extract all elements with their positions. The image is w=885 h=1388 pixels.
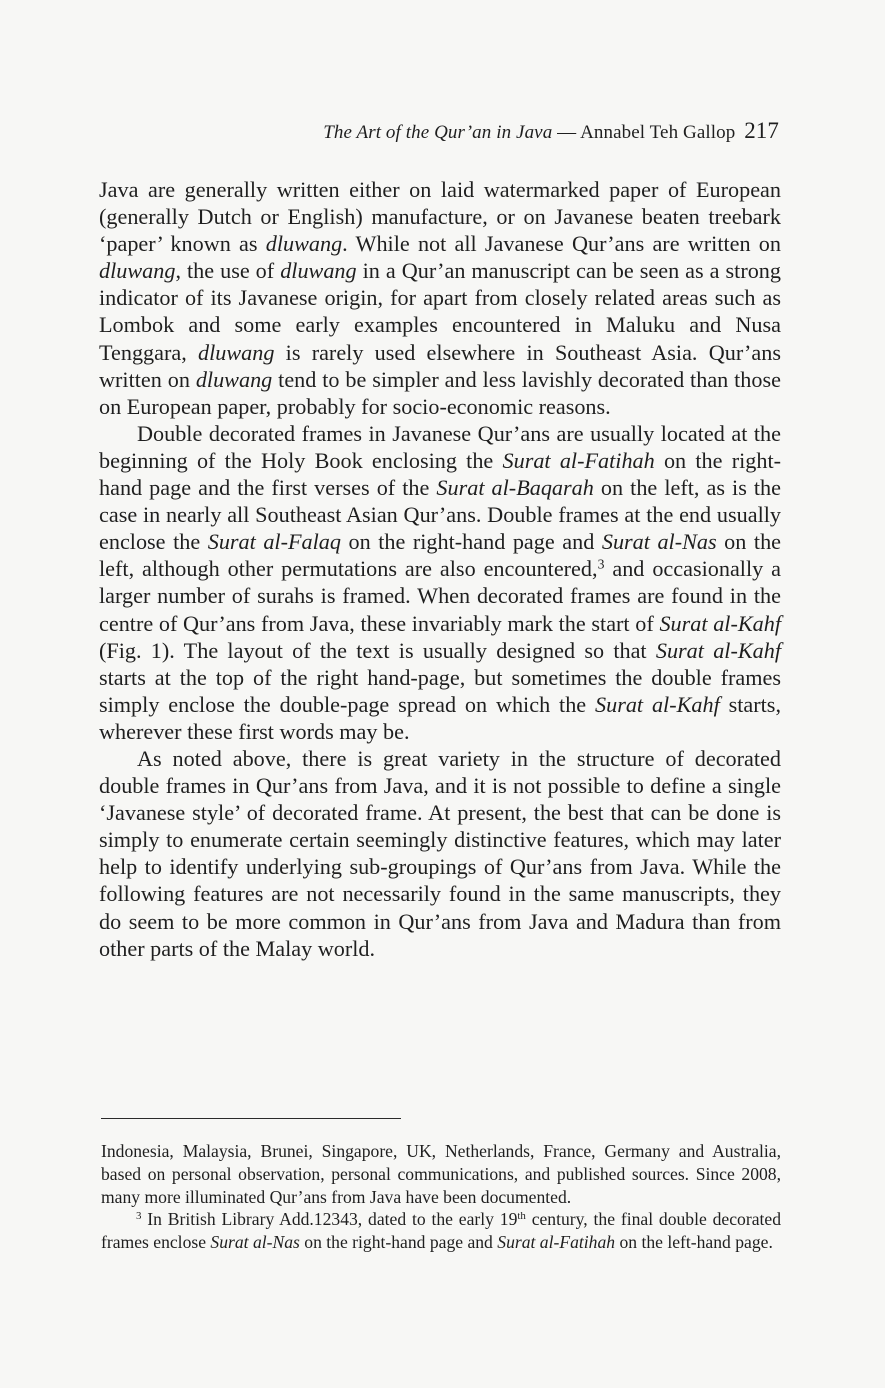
text-run: . While not all Javanese Qur’ans are written on bbox=[342, 231, 781, 257]
text-run: , the use of bbox=[175, 258, 281, 284]
text-run: In British Library Add.12343, dated to the early 19 bbox=[141, 1209, 518, 1230]
ordinal-suffix: th bbox=[517, 1210, 526, 1223]
footnote-ref-3: 3 bbox=[597, 556, 605, 572]
text-run: starts, wherever these first words may be. bbox=[99, 691, 781, 744]
text-run: century, the final double decorated frames enclose bbox=[101, 1209, 782, 1253]
italic-term: Surat al-Nas bbox=[210, 1232, 300, 1253]
text-run: (Fig. 1). The layout of the text is usually designed so that bbox=[99, 637, 656, 663]
text-run: on the left, although other permutations are also encountered, bbox=[99, 529, 782, 582]
text-run: Double decorated frames in Javanese Qur’ans are usually located at the beginning of the Holy Book enclosing the bbox=[99, 420, 781, 473]
text-run: in a Qur’an manuscript can be seen as a strong indicator of its Javanese origin, for apart from closely related areas such as Lombok and some early examples encountered in Maluku and Nusa Tenggara, bbox=[99, 258, 781, 365]
body-text bbox=[99, 176, 781, 962]
text-run: on the left, as is the case in nearly all Southeast Asian Qur’ans. Double frames at the end usually enclose the bbox=[99, 475, 782, 555]
text-run: on the right-hand page and bbox=[299, 1232, 498, 1253]
footnote-number: 3 bbox=[136, 1210, 142, 1223]
italic-term: dluwang bbox=[99, 258, 176, 284]
italic-term: dluwang bbox=[265, 231, 343, 257]
running-author: Annabel Teh Gallop bbox=[580, 122, 736, 143]
paragraph-3: As noted above, there is great variety in the structure of decorated double frames in Qur’ans from Java, and it is not possible to define a single ‘Javanese style’ of decorated frame. At present, the best that can be done is simply to enumerate certain seemingly distinctive features, which may later help to identify underlying sub-groupings of Qur’ans from Java. While the following features are not necessarily found in the same manuscripts, they do seem to be more common in Qur’ans from Java and Madura than from other parts of the Malay world. bbox=[99, 745, 781, 961]
paragraph-2 bbox=[99, 420, 781, 745]
footnotes bbox=[101, 1140, 781, 1254]
italic-term: Surat al-Baqarah bbox=[436, 475, 594, 501]
text-run: Java are generally written either on laid watermarked paper of European (generally Dutch or English) manufacture, or on Javanese beaten treebark ‘paper’ known as bbox=[99, 177, 781, 257]
text-run: and occasionally a larger number of surahs is framed. When decorated frames are found in the centre of Qur’ans from Java, these invariably mark the start of bbox=[99, 556, 782, 636]
italic-term: Surat al-Kahf bbox=[595, 691, 720, 717]
italic-term: Surat al-Nas bbox=[601, 529, 717, 555]
italic-term: Surat al-Kahf bbox=[659, 610, 781, 636]
header-separator: — bbox=[552, 122, 581, 143]
text-run: on the right-hand page and bbox=[340, 529, 602, 555]
footnote-continued: Indonesia, Malaysia, Brunei, Singapore, UK, Netherlands, France, Germany and Australia, based on personal observation, personal communications, and published sources. Since 2008, many more illuminated Qur’ans from Java have been documented. bbox=[101, 1141, 781, 1207]
text-run: is rarely used elsewhere in Southeast Asia. Qur’ans written on bbox=[99, 339, 781, 392]
italic-term: dluwang bbox=[198, 339, 275, 365]
page-number: 217 bbox=[744, 118, 779, 143]
running-title: The Art of the Qur’an in Java bbox=[323, 122, 553, 143]
italic-term: Surat al-Fatihah bbox=[497, 1232, 616, 1253]
italic-term: dluwang bbox=[195, 366, 273, 392]
text-run: tend to be simpler and less lavishly decorated than those on European paper, probably for socio-economic reasons. bbox=[99, 366, 781, 419]
italic-term: Surat al-Kahf bbox=[655, 637, 781, 663]
italic-term: Surat al-Fatihah bbox=[502, 447, 655, 473]
running-header bbox=[323, 118, 779, 144]
text-run: on the right-hand page and the first verses of the bbox=[99, 447, 781, 501]
italic-term: Surat al-Falaq bbox=[207, 529, 341, 555]
italic-term: dluwang bbox=[280, 258, 357, 284]
footnote-divider bbox=[101, 1118, 401, 1119]
text-run: starts at the top of the right hand-page, but sometimes the double frames simply enclose the double-page spread on which the bbox=[99, 664, 781, 717]
footnote-3 bbox=[101, 1208, 781, 1254]
text-run: on the left-hand page. bbox=[615, 1232, 773, 1253]
paragraph-1 bbox=[99, 176, 781, 420]
